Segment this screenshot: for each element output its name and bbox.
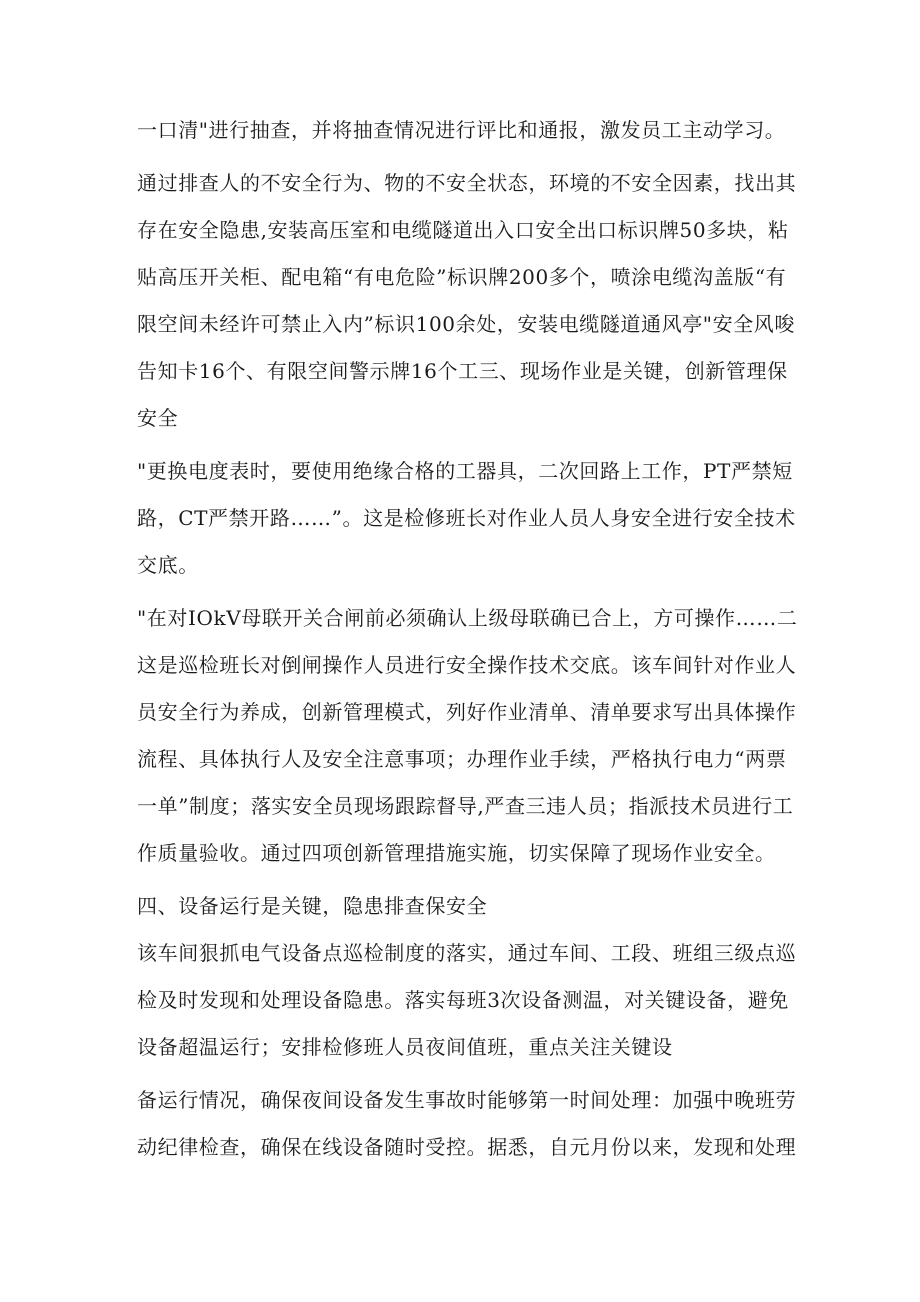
text-line: 备运行情况，确保夜间设备发生事故时能够第一时间处理：加强中晚班劳 — [137, 1088, 797, 1112]
text-line: 员安全行为养成，创新管理模式，列好作业清单、清单要求写出具体操作 — [137, 700, 797, 724]
text-line: 设备超温运行；安排检修班人员夜间值班，重点关注关键设 — [137, 1035, 673, 1059]
text-line: 安全 — [137, 406, 179, 430]
text-line: 一口清"进行抽查，并将抽查情况进行评比和通报，激发员工主动学习。 — [137, 118, 786, 142]
text-line: 流程、具体执行人及安全注意事项；办理作业手续，严格执行电力“两票 — [137, 747, 787, 771]
text-line: 检及时发现和处理设备隐患。落实每班3次设备测温，对关键设备，避免 — [137, 988, 789, 1012]
text-line: 一单”制度；落实安全员现场跟踪督导,严查三违人员；指派技术员进行工 — [137, 794, 794, 818]
section-heading: 四、设备运行是关键，隐患排查保安全 — [137, 894, 488, 918]
text-line: 限空间未经许可禁止入内”标识100余处，安装电缆隧道通风亭"安全风唆 — [137, 312, 795, 336]
text-line: 存在安全隐患,安装高压室和电缆隧道出入口安全出口标识牌50多块，粘 — [137, 218, 789, 242]
text-line: 该车间狠抓电气设备点巡检制度的落实，通过车间、工段、班组三级点巡 — [137, 941, 797, 965]
text-line: 贴高压开关柜、配电箱“有电危险”标识牌200多个，喷涂电缆沟盖版“有 — [137, 265, 787, 289]
text-line: 通过排查人的不安全行为、物的不安全状态，环境的不安全因素，找出其 — [137, 171, 797, 195]
text-line: 动纪律检查，确保在线设备随时受控。据悉，自元月份以来，发现和处理 — [137, 1135, 797, 1159]
text-line: 作质量验收。通过四项创新管理措施实施，切实保障了现场作业安全。 — [137, 841, 776, 865]
text-line: 交底。 — [137, 553, 199, 577]
text-line: "在对IOkV母联开关合闸前必须确认上级母联确已合上，方可操作……二 — [137, 606, 798, 630]
text-line: 路，CT严禁开路……”。这是检修班长对作业人员人身安全进行安全技术 — [137, 506, 796, 530]
text-line: 告知卡16个、有限空间警示牌16个工三、现场作业是关键，创新管理保 — [137, 359, 788, 383]
text-line: "更换电度表时，要使用绝缘合格的工器具，二次回路上工作，PT严禁短 — [137, 459, 793, 483]
text-line: 这是巡检班长对倒闸操作人员进行安全操作技术交底。该车间针对作业人 — [137, 653, 797, 677]
